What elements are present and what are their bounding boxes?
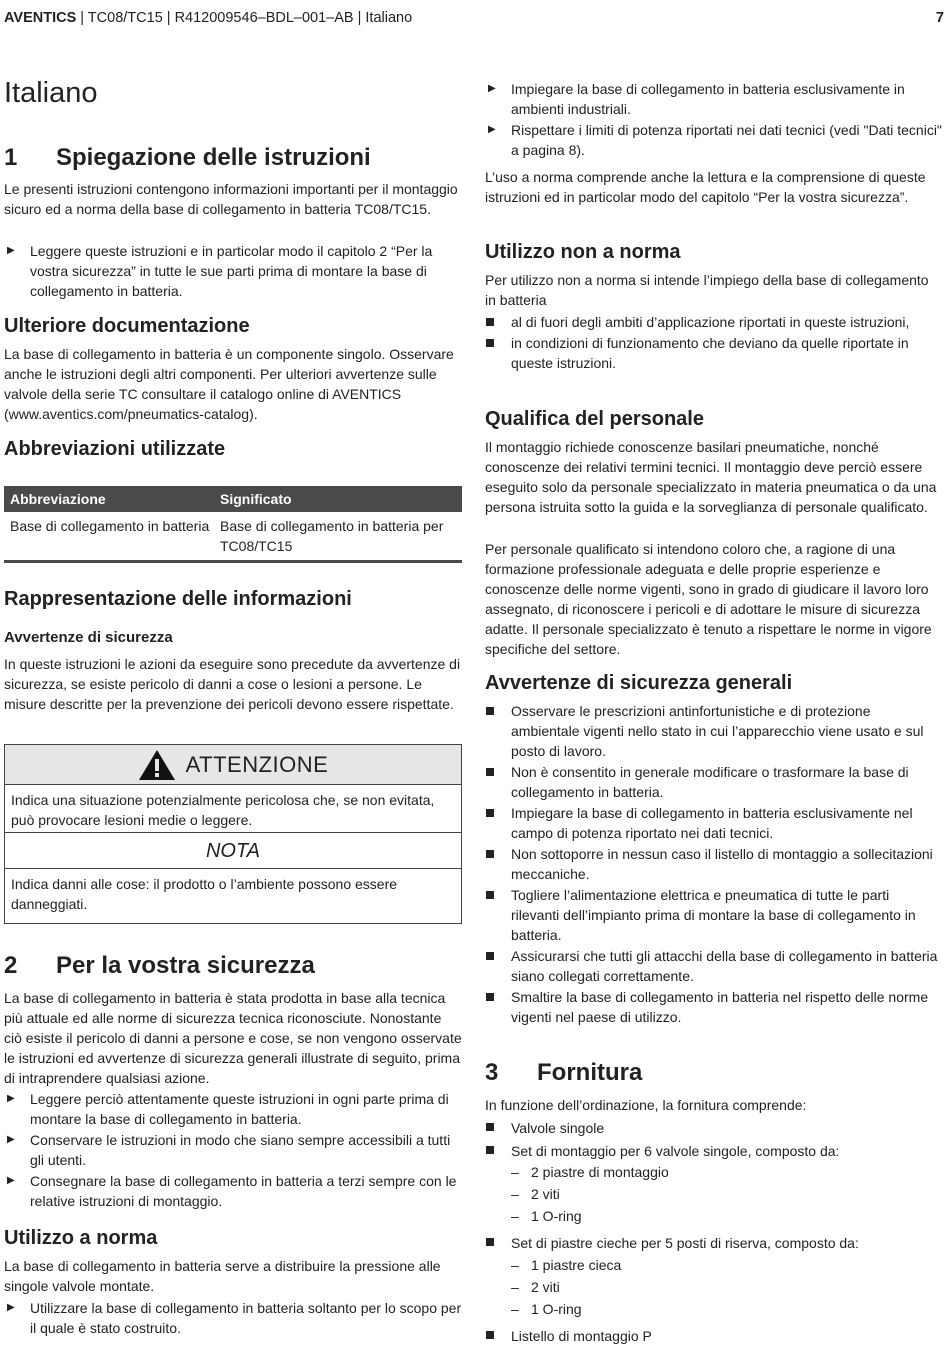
header-doc-info: | TC08/TC15 | R412009546–BDL–001–AB | Italiano — [76, 10, 413, 26]
square-bullet-icon — [486, 318, 494, 326]
header-brand: AVENTICS — [4, 10, 77, 26]
qualification-text-1: Il montaggio richiede conoscenze basilari pneumatiche, nonché conoscenze dei relativi termini tecnici. Il montaggio deve perciò essere eseguito solo da personale specializzato in materia pneumatica o da una persona istruita sotto la guida e la sorveglianza di personale qualificato. — [485, 439, 937, 515]
square-bullet-icon — [486, 952, 494, 960]
list-item: ▶ Utilizzare la base di collegamento in batteria soltanto per lo scopo per il quale è stato costruito. — [7, 1300, 462, 1336]
section-3-title: Fornitura — [537, 1059, 643, 1086]
warning-box — [4, 744, 462, 924]
list-item: ▶ Consegnare la base di collegamento in batteria a terzi sempre con le relative istruzioni di montaggio. — [7, 1173, 457, 1209]
table-cell: Base di collegamento in batteria — [10, 518, 210, 534]
general-safety-heading: Avvertenze di sicurezza generali — [485, 672, 793, 694]
safety-notes-subheading: Avvertenze di sicurezza — [4, 629, 173, 646]
delivery-list-2 — [485, 1232, 941, 1255]
section-2-intro: La base di collegamento in batteria è stata prodotta in base alla tecnica più attuale ed alle norme di sicurezza tecnica riconosciute. Nonostante ciò esiste il pericolo di danni a persone e cose, se non vengono osservate le istruzioni ed avvertenze di sicurezza generali illustrate di seguito, prima di intraprendere qualsiasi azione. — [4, 990, 462, 1086]
list-item: – 2 viti — [485, 1183, 941, 1205]
page-number: 7 — [935, 10, 944, 26]
dash-bullet-icon: – — [511, 1186, 519, 1202]
section-1-bullets — [4, 241, 462, 302]
square-bullet-icon — [486, 768, 494, 776]
square-bullet-icon — [486, 891, 494, 899]
list-item: – 2 piastre di montaggio — [485, 1161, 941, 1183]
section-3-number: 3 — [485, 1059, 499, 1086]
square-bullet-icon — [486, 1146, 494, 1154]
list-item: Togliere l’alimentazione elettrica e pneumatica di tutte le parti rilevanti dell’impianto prima di montare la base di collegamento in batteria. — [485, 885, 941, 945]
dash-bullet-icon: – — [511, 1279, 519, 1295]
nota-label: NOTA — [5, 833, 461, 869]
list-item: Osservare le prescrizioni antinfortunistiche e di protezione ambientale vigenti nello stato in cui l’apparecchio viene usato e sul posto di lavoro. — [485, 701, 941, 761]
section-1-title: Spiegazione delle istruzioni — [56, 144, 371, 171]
section-2-title: Per la vostra sicurezza — [56, 952, 315, 979]
table-header-meaning: Significato — [220, 491, 292, 507]
section-1-number: 1 — [4, 144, 18, 171]
header-title — [4, 8, 412, 28]
triangle-bullet-icon: ▶ — [7, 1175, 15, 1186]
warning-triangle-icon — [138, 749, 176, 781]
delivery-list-3 — [485, 1325, 941, 1348]
attention-text: Indica una situazione potenzialmente pericolosa che, se non evitata, può provocare lesioni medie o leggere. — [5, 785, 461, 833]
square-bullet-icon — [486, 850, 494, 858]
triangle-bullet-icon: ▶ — [7, 1093, 15, 1104]
list-item: – 2 viti — [485, 1276, 941, 1298]
qualification-text-2: Per personale qualificato si intendono coloro che, a ragione di una formazione professionale adeguata e delle proprie esperienze e conoscenze delle norme vigenti, sono in grado di giudicare il lavoro loro assegnato, di riconoscere i pericoli e di adottare le misure di sicurezza adatte. Il personale specializzato è tenuto a rispettare le norme in vigore specifiche del settore. — [485, 541, 932, 657]
list-item: Assicurarsi che tutti gli attacchi della base di collegamento in batteria siano collegati correttamente. — [485, 946, 941, 986]
intended-use-text: La base di collegamento in batteria serve a distribuire la pressione alle singole valvole montate. — [4, 1258, 441, 1294]
intended-use-more-bullets — [485, 79, 943, 161]
square-bullet-icon — [486, 707, 494, 715]
intended-use-bullets — [4, 1298, 462, 1339]
nota-text: Indica danni alle cose: il prodotto o l’ambiente possono essere danneggiati. — [11, 876, 398, 912]
section-2-bullets — [4, 1089, 462, 1212]
list-item: Non è consentito in generale modificare o trasformare la base di collegamento in batteria. — [485, 762, 941, 802]
delivery-sublist-1 — [485, 1161, 941, 1227]
dash-bullet-icon: – — [511, 1257, 519, 1273]
delivery-list — [485, 1117, 941, 1163]
attention-header — [5, 745, 461, 785]
list-item: Set di montaggio per 6 valvole singole, composto da: — [485, 1140, 941, 1162]
table-header-row — [4, 486, 462, 512]
list-item: Impiegare la base di collegamento in batteria esclusivamente nel campo di potenza riportato nei dati tecnici. — [485, 803, 941, 843]
abbreviations-heading: Abbreviazioni utilizzate — [4, 438, 226, 460]
safety-notes-text: In queste istruzioni le azioni da eseguire sono precedute da avvertenze di sicurezza, se esiste pericolo di danni a cose o lesioni a persone. Le misure descritte per la prevenzione dei pericoli devono essere rispettate. — [4, 656, 461, 712]
section-2-number: 2 — [4, 952, 18, 979]
table-row — [4, 512, 462, 563]
list-item: ▶ Conservare le istruzioni in modo che siano sempre accessibili a tutti gli utenti. — [7, 1132, 451, 1168]
page-header — [4, 8, 944, 30]
list-item: ▶ Impiegare la base di collegamento in batteria esclusivamente in ambienti industriali. — [488, 81, 905, 117]
square-bullet-icon — [486, 1123, 494, 1131]
table-header-abbreviation: Abbreviazione — [10, 491, 106, 507]
dash-bullet-icon: – — [511, 1301, 519, 1317]
square-bullet-icon — [486, 993, 494, 1001]
list-item: in condizioni di funzionamento che deviano da quelle riportate in queste istruzioni. — [485, 333, 941, 373]
dash-bullet-icon: – — [511, 1208, 519, 1224]
list-item: Listello di montaggio P — [485, 1325, 941, 1347]
list-item: ▶ Leggere perciò attentamente queste istruzioni in ogni parte prima di montare la base di collegamento in batteria. — [7, 1091, 449, 1127]
misuse-heading: Utilizzo non a norma — [485, 241, 681, 263]
list-item: al di fuori degli ambiti d’applicazione riportati in queste istruzioni, — [485, 312, 941, 332]
square-bullet-icon — [486, 809, 494, 817]
triangle-bullet-icon: ▶ — [488, 83, 496, 94]
triangle-bullet-icon: ▶ — [7, 1134, 15, 1145]
table-cell: Base di collegamento in batteria per TC08/TC15 — [220, 518, 444, 554]
triangle-bullet-icon: ▶ — [7, 1302, 15, 1313]
list-item: Non sottoporre in nessun caso il listello di montaggio a sollecitazioni meccaniche. — [485, 844, 941, 884]
general-safety-list — [485, 701, 941, 1028]
square-bullet-icon — [486, 339, 494, 347]
section-1-intro: Le presenti istruzioni contengono informazioni importanti per il montaggio sicuro ed a norma della base di collegamento in batteria TC08/TC15. — [4, 181, 458, 217]
list-item: – 1 O-ring — [485, 1298, 941, 1320]
triangle-bullet-icon: ▶ — [7, 245, 15, 256]
section-3-intro: In funzione dell’ordinazione, la fornitura comprende: — [485, 1097, 807, 1113]
language-title: Italiano — [4, 77, 98, 109]
list-item: Set di piastre cieche per 5 posti di riserva, composto da: — [485, 1232, 941, 1254]
square-bullet-icon — [486, 1331, 494, 1339]
delivery-sublist-2 — [485, 1254, 941, 1320]
list-item: ▶ Rispettare i limiti di potenza riportati nei dati tecnici (vedi "Dati tecnici" a pagina 8). — [488, 122, 942, 158]
section-3-heading — [485, 1058, 642, 1088]
attention-label: ATTENZIONE — [185, 751, 329, 777]
dash-bullet-icon: – — [511, 1164, 519, 1180]
list-item: – 1 O-ring — [485, 1205, 941, 1227]
qualification-heading: Qualifica del personale — [485, 408, 704, 430]
intended-use-note: L’uso a norma comprende anche la lettura e la comprensione di queste istruzioni ed in particolar modo del capitolo “Per la vostra sicurezza”. — [485, 169, 926, 205]
list-item: Smaltire la base di collegamento in batteria nel rispetto delle norme vigenti nel paese di utilizzo. — [485, 987, 941, 1027]
misuse-list — [485, 312, 941, 374]
list-item: ▶ Leggere queste istruzioni e in particolar modo il capitolo 2 “Per la vostra sicurezza” in tutte le sue parti prima di montare la base di collegamento in batteria. — [7, 243, 433, 299]
further-docs-heading: Ulteriore documentazione — [4, 315, 250, 337]
section-2-heading — [4, 951, 315, 981]
list-item: Valvole singole — [485, 1117, 941, 1139]
further-docs-text: La base di collegamento in batteria è un componente singolo. Osservare anche le istruzioni degli altri componenti. Per ulteriori avvertenze sulle valvole della serie TC consultare il catalogo online di AVENTICS (www.aventics.com/pneumatics-catalog). — [4, 346, 454, 422]
square-bullet-icon — [486, 1238, 494, 1246]
intended-use-heading: Utilizzo a norma — [4, 1227, 158, 1249]
triangle-bullet-icon: ▶ — [488, 124, 496, 135]
misuse-text: Per utilizzo non a norma si intende l’impiego della base di collegamento in batteria — [485, 272, 929, 308]
list-item: – 1 piastre cieca — [485, 1254, 941, 1276]
abbreviations-table — [4, 486, 462, 563]
representation-heading: Rappresentazione delle informazioni — [4, 588, 352, 610]
section-1-heading — [4, 143, 371, 173]
